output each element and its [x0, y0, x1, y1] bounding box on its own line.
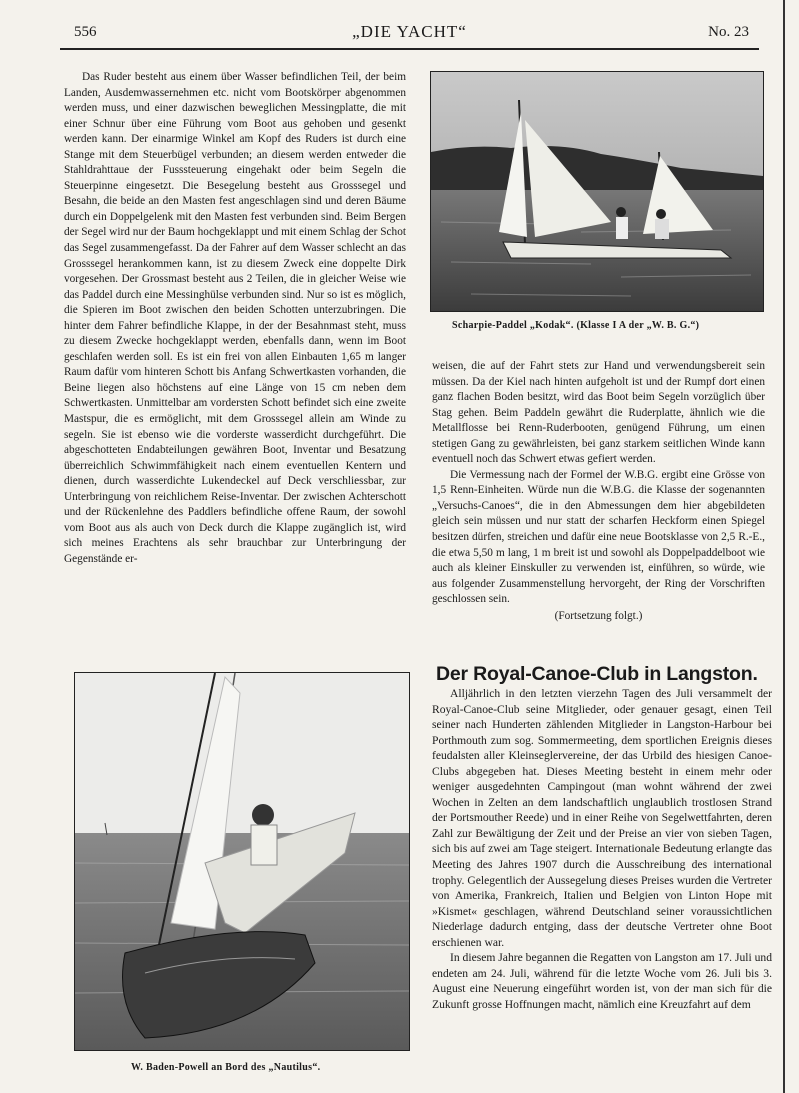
photo-kodak-sailboat	[430, 71, 764, 312]
page-edge-line	[783, 0, 785, 1093]
nautilus-photo-illustration	[75, 673, 409, 1050]
right-paragraph-2: Die Vermessung nach der Formel der W.B.G. ergibt eine Grösse von 1,5 Renn-Einheiten. Würde nun die W.B.G. die Klasse der sogenannten „Versuchs-Canoes“, die in den Abmessungen dem hier abgebildeten gleich sein müssen und nur statt der scharfen Heckform einen Spiegel besitzen dürfen, streichen und dafür eine neue Bootsklasse von 2,5 R.-E., die etwa 5,50 m lang, 1 m breit ist und sowohl als Doppelpaddelboot wie auch als kleiner Einskuller zu verwenden ist, einführen, so würde, wie aus folgender Zusammenstellung hervorgeht, der Ring der Vorschriften geschlossen sein.	[432, 468, 765, 606]
header-rule	[60, 48, 759, 50]
left-column	[64, 70, 406, 568]
journal-title: „DIE YACHT“	[352, 22, 467, 41]
page-number: 556	[74, 24, 97, 40]
article-title: Der Royal-Canoe-Club in Langston.	[436, 663, 758, 685]
right-paragraph-1: weisen, die auf der Fahrt stets zur Hand und verwendungsbereit sein müssen. Da der Kiel nach hinten aufgeholt ist und der Rumpf dort einen ganz flachen Boden besitzt, wird das Boot beim Segeln vorzüglich über Stag gehen. Beim Paddeln gewährt die Ruderplatte, ähnlich wie die Metallflosse bei Renn-Ruderbooten, genügend Führung, um einen stetigen Gang zu gewährleisten, bei ganz starkem seitlichen Winde kann eventuell noch das Schwert etwas gefiert werden.	[432, 360, 765, 466]
article-paragraph-1: Alljährlich in den letzten vierzehn Tagen des Juli versammelt der Royal-Canoe-Club seine Mitglieder, oder genauer gesagt, einen Teil seiner nach Hunderten zählenden Mitglieder in Langston-Harbour bei Porthmouth zum sog. Sommermeeting, dem sportlichen Ereignis dieses feudalsten aller Kleinseglervereine, der das Urbild des hiesigen Canoe-Clubs abgegeben hat. Dieses Meeting besteht in einem mehr oder weniger ausgedehnten Campingout (man wohnt während der zwei Wochen in Zelten an dem landschaftlich unglaublich trostlosen Strand der Portsmouther Reede) und in einer Reihe von Segelwettfahrten, deren Zahl zur Bewältigung der Zeit und der Preise an vier von sieben Tagen, sich bis auf zwei am Tage steigert. Internationale Bedeutung erlangte das Meeting des Jahres 1907 durch die Ausschreibung des international trophy. Gelegentlich der Aussegelung dieses Preises wurden die Vertreter von Amerika, Frankreich, Italien und Belgien von Linton Hope mit »Kismet« geschlagen, während Deutschland seiner voraussichtlichen Niederlage dadurch entging, dass der deutsche Vertreter ohne Boot erschienen war.	[432, 687, 772, 949]
issue-number: No. 23	[708, 24, 749, 40]
photo-nautilus-canoe	[74, 672, 410, 1051]
article-paragraph-2: In diesem Jahre begannen die Regatten von Langston am 17. Juli und endeten am 24. Juli, während für die letzte Woche vom 26. Juli bis 3. August eine Neuerung eingeführt worden ist, von der man sich für die Zukunft grosse Hoffnungen macht, nämlich eine Kreuzfahrt auf dem	[432, 951, 772, 1011]
page-header	[60, 20, 759, 48]
right-column-top	[432, 359, 765, 624]
caption-nautilus: W. Baden-Powell an Bord des „Nautilus“.	[131, 1062, 321, 1073]
kodak-photo-illustration	[431, 72, 763, 311]
article-body	[432, 686, 772, 1012]
left-paragraph: Das Ruder besteht aus einem über Wasser befindlichen Teil, der beim Landen, Ausdemwassernehmen etc. nicht vom Bootskörper abgenommen werden muss, und einer dazwischen beweglichen Messingplatte, die mit einer Schnur über eine Führung vom Boot aus gehoben und gesenkt werden kann. Der einarmige Winkel am Kopf des Ruders ist durch eine Stange mit dem Steuerbügel verbunden; an diesem werden entweder die Stahldrahttaue der Fusssteuerung eingehakt oder beim Segeln die Steuerpinne eingesetzt. Die Besegelung besteht aus Grosssegel und Besahn, die beide an den Masten fest angeschlagen sind und deren Bäume durch ein Doppelgelenk mit den Masten fest verbunden sind. Beim Bergen der Segel wird nur der Baum hochgeklappt und mit einem Schlag der Schot das Segel zusammengefasst. Da der Fahrer auf dem Wasser schlecht an das Grosssegel herankommen kann, ist zu diesem Zweck eine doppelte Dirk vorgesehen. Der Grossmast besteht aus 2 Teilen, die in gleicher Weise wie das Paddel durch eine Messinghülse verbunden sind. Nur so ist es möglich, die Spieren im Boot zwischen den beiden Schotten unterzubringen. Die hinter dem Fahrer befindliche Klappe, in der der Besahnmast steht, muss zu diesem Zwecke hochgeklappt werden, ebenfalls dann, wenn im Boot geschlafen werden soll. Es ist ein frei von allen Einbauten 1,65 m langer Raum dafür vom hinteren Schott bis Anfang Schwertkasten vorhanden, die Beine liegen also höchstens auf eine Länge von 15 cm neben dem Schwertkasten. Unmittelbar am vordersten Schott befindet sich eine zweite Mastspur, die es ermöglicht, mit dem Grosssegel allein am Winde zu segeln. Sie ist ebenso wie die vorderste wasserdicht durchgeführt. Die abgeschotteten Endabteilungen gewähren Boot, Inventar und Besatzung überreichlich Schwimmfähigkeit nach einem eventuellen Kentern und dienen, durch wasserdichte Lukendeckel auf Deck verschliessbar, zur Unterbringung von reichlichem Reise-Inventar. Der zwischen Achterschott und der Rückenlehne des Paddlers befindliche offene Raum, der sowohl vom Boot aus als auch von Deck durch die Klappe zugänglich ist, wird sich meines Erachtens als sehr brauchbar zur Unterbringung der Gegenstände er-	[64, 71, 406, 565]
continued-note: (Fortsetzung folgt.)	[554, 609, 643, 622]
caption-kodak: Scharpie-Paddel „Kodak“. (Klasse I A der „W. B. G.“)	[452, 320, 700, 331]
